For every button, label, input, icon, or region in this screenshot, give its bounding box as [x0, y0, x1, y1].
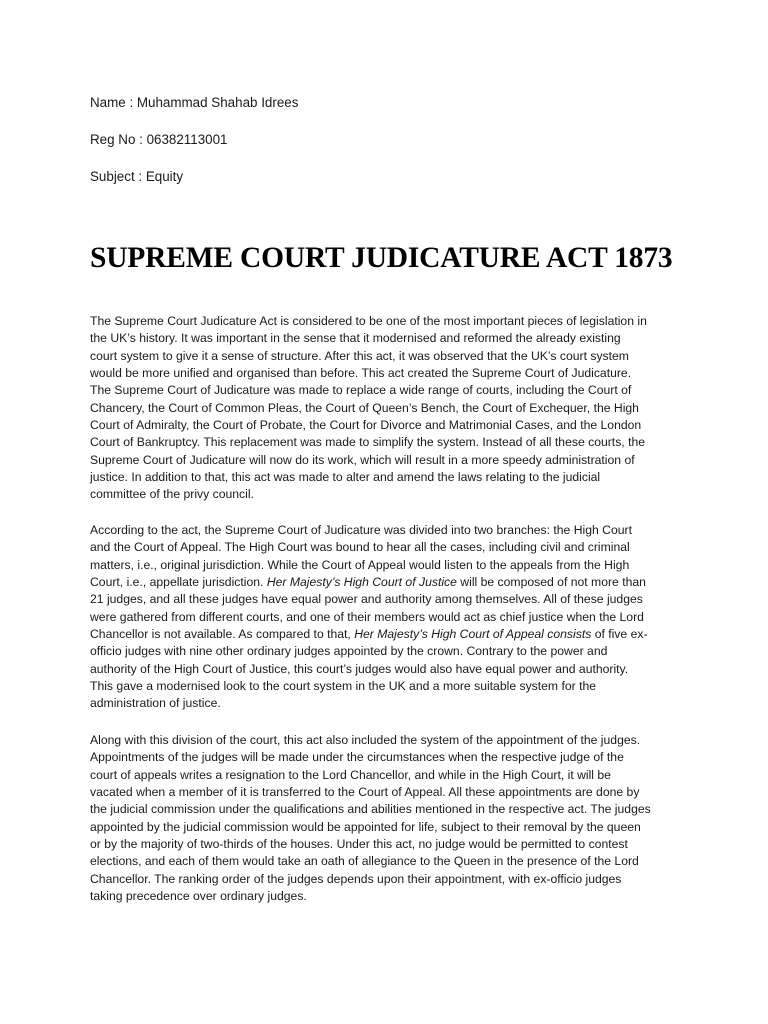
paragraph-line: [90, 626, 680, 643]
student-name: Name : Muhammad Shahab Idrees: [90, 95, 299, 110]
paragraph-line: [90, 888, 680, 905]
line-text: would be more unified and organised than before. This act created the Supreme Court of Judicature.: [90, 366, 632, 381]
paragraph-line: [90, 365, 680, 382]
paragraph-line: [90, 609, 680, 626]
paragraph-line: [90, 348, 680, 365]
line-text: committee of the privy council.: [90, 487, 254, 502]
paragraph-line: [90, 400, 680, 417]
line-text: Chancellor is not available. As compared to that,: [90, 627, 355, 642]
line-text: will be composed of not more than: [456, 575, 646, 590]
line-text: authority of the High Court of Justice, this court’s judges would also have equal power and authority.: [90, 661, 629, 676]
paragraph-2: [90, 522, 680, 713]
paragraph-1: [90, 313, 680, 504]
paragraph-line: [90, 469, 680, 486]
paragraph-line: [90, 695, 680, 712]
paragraph-line: [90, 574, 680, 591]
paragraph-line: [90, 452, 680, 469]
line-text: appointed by the judicial commission would be appointed for life, subject to their removal by the queen: [90, 819, 641, 834]
line-text: administration of justice.: [90, 696, 221, 711]
italic-court-name: Her Majesty’s High Court of Appeal consists: [354, 627, 592, 642]
line-text: Supreme Court of Judicature will now do its work, which will result in a more speedy administration of: [90, 452, 635, 467]
paragraph-line: [90, 767, 680, 784]
paragraph-3: [90, 732, 680, 905]
line-text: the judicial commission under the qualifications and abilities mentioned in the respective act. The judges: [90, 802, 651, 817]
line-text: officio judges with nine other ordinary judges appointed by the crown. Contrary to the power and: [90, 644, 608, 659]
line-text: court system to give it a sense of structure. After this act, it was observed that the UK’s court system: [90, 348, 629, 363]
paragraph-line: [90, 836, 680, 853]
line-text: matters, i.e., original jurisdiction. While the Court of Appeal would listen to the appeals from the High: [90, 557, 630, 572]
document-title: SUPREME COURT JUDICATURE ACT 1873: [90, 242, 673, 274]
line-text: Court of Admiralty, the Court of Probate, the Court for Divorce and Matrimonial Cases, and the London: [90, 418, 642, 433]
paragraph-line: [90, 801, 680, 818]
paragraph-line: [90, 557, 680, 574]
paragraph-line: [90, 434, 680, 451]
line-text: According to the act, the Supreme Court of Judicature was divided into two branches: the High Court: [90, 523, 632, 537]
line-text: Appointments of the judges will be made under the circumstances when the respective judge of the: [90, 750, 624, 765]
line-text: court of appeals writes a resignation to the Lord Chancellor, and while in the High Court, it will be: [90, 767, 611, 782]
line-text: The Supreme Court of Judicature was made to replace a wide range of courts, including the Court of: [90, 383, 632, 398]
line-text: Chancery, the Court of Common Pleas, the Court of Queen’s Bench, the Court of Exchequer, the High: [90, 400, 639, 415]
paragraph-line: [90, 539, 680, 556]
line-text: vacated when a member of it is transferred to the Court of Appeal. All these appointments are done by: [90, 785, 640, 800]
paragraph-line: [90, 522, 680, 539]
paragraph-line: [90, 819, 680, 836]
line-text: and the Court of Appeal. The High Court was bound to hear all the cases, including civil and criminal: [90, 540, 630, 555]
line-text: of five ex-: [591, 627, 648, 642]
paragraph-line: [90, 871, 680, 888]
paragraph-line: [90, 313, 680, 330]
line-text: The Supreme Court Judicature Act is considered to be one of the most important pieces of legislation in: [90, 314, 647, 328]
paragraph-line: [90, 784, 680, 801]
line-text: or by the majority of two-thirds of the houses. Under this act, no judge would be permitted to contest: [90, 837, 628, 852]
paragraph-line: [90, 732, 680, 749]
paragraph-line: [90, 382, 680, 399]
paragraph-line: [90, 643, 680, 660]
paragraph-line: [90, 591, 680, 608]
paragraph-line: [90, 749, 680, 766]
paragraph-line: [90, 678, 680, 695]
line-text: Chancellor. The ranking order of the judges depends upon their appointment, with ex-officio judges: [90, 871, 622, 886]
line-text: the UK’s history. It was important in the sense that it modernised and reformed the already existing: [90, 331, 621, 346]
line-text: Court, i.e., appellate jurisdiction.: [90, 575, 267, 590]
italic-court-name: Her Majesty’s High Court of Justice: [266, 575, 457, 590]
line-text: were gathered from different courts, and one of their members would act as chief justice when the Lord: [90, 609, 644, 624]
line-text: This gave a modernised look to the court system in the UK and a more suitable system for the: [90, 679, 597, 694]
line-text: Along with this division of the court, this act also included the system of the appointment of the judges.: [90, 733, 641, 747]
paragraph-line: [90, 486, 680, 503]
paragraph-line: [90, 330, 680, 347]
line-text: Court of Bankruptcy. This replacement was made to simplify the system. Instead of all these courts, the: [90, 435, 646, 450]
registration-number: Reg No : 06382113001: [90, 132, 228, 147]
paragraph-line: [90, 661, 680, 678]
paragraph-line: [90, 417, 680, 434]
line-text: 21 judges, and all these judges have equal power and authority among themselves. All of these judges: [90, 592, 643, 607]
line-text: justice. In addition to that, this act was made to alter and amend the laws relating to the judicial: [90, 470, 601, 485]
subject-line: Subject : Equity: [90, 169, 184, 184]
line-text: taking precedence over ordinary judges.: [90, 889, 307, 904]
line-text: elections, and each of them would take an oath of allegiance to the Queen in the presence of the Lord: [90, 854, 639, 869]
paragraph-line: [90, 853, 680, 870]
